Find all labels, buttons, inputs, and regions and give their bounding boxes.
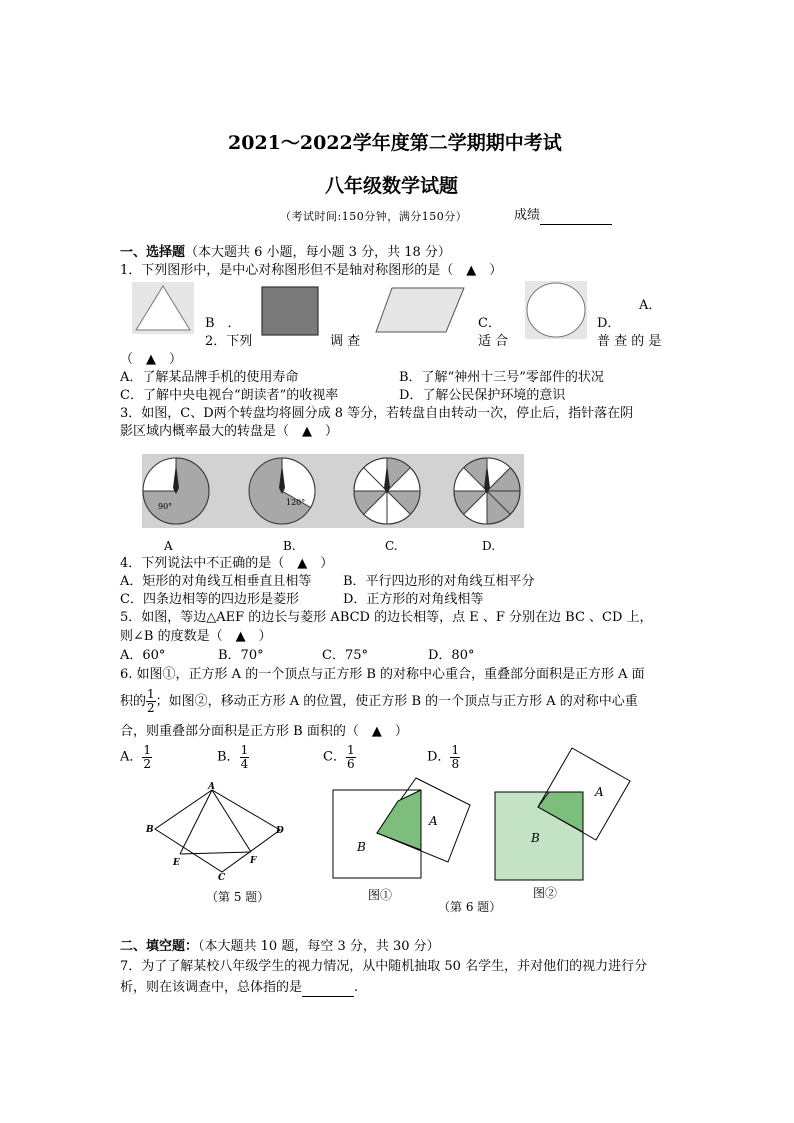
q6-option-c: C． $\frac{1}{6}$ — [323, 743, 355, 771]
fig2-caption: 图② — [533, 886, 558, 900]
q2-stem-part4: 普 查 的 是 — [597, 334, 662, 349]
section2-title: 二、填空题： — [120, 939, 199, 954]
q7-answer-blank — [302, 978, 354, 997]
q5-line1: 5．如图，等边△AEF 的边长与菱形 ABCD 的边长相等，点 E 、F 分别在边 BC 、CD 上， — [120, 610, 653, 625]
q2-option-b: B．了解“神州十三号”零部件的状况 — [399, 370, 604, 385]
q6-figure-2 — [492, 745, 637, 885]
q1-option-c-label: C． — [478, 316, 501, 331]
q6-option-a: A． $\frac{1}{2}$ — [120, 743, 152, 771]
score-blank — [540, 206, 612, 225]
spinner-a-label: A — [164, 539, 173, 553]
q2-option-d: D．了解公民保护环境的意识 — [399, 388, 566, 403]
fig1-caption: 图① — [368, 888, 393, 902]
q5-line2: 则∠B 的度数是（ ▲ ） — [120, 629, 272, 644]
q6-line2-pre: 积的 — [120, 694, 147, 709]
q2-stem-part2: 调 查 — [330, 334, 361, 349]
fig2-label-b: B — [531, 831, 540, 845]
q7-line1: 7．为了了解某校八年级学生的视力情况，从中随机抽取 50 名学生，并对他们的视力进行分 — [120, 959, 648, 974]
section1-title: 一、选择题 — [120, 245, 186, 260]
q4-option-c: C．四条边相等的四边形是菱形 — [120, 592, 299, 607]
q5-option-b: B．70° — [218, 648, 264, 663]
fig2-label-a: A — [595, 785, 604, 799]
q1-option-a-label: A． — [639, 298, 662, 313]
q5-option-c: C．75° — [322, 648, 368, 663]
q6-line2 — [120, 688, 638, 715]
q2-stem-part5: （ ▲ ） — [120, 352, 182, 367]
q7-line2: 析，则在该调查中，总体指的是 . — [120, 980, 359, 995]
q2-stem-part1: 2．下列 — [205, 334, 253, 349]
q6-half-den: 2 — [147, 701, 155, 715]
q1-circle-figure — [525, 281, 587, 339]
exam-title: 2021～2022学年度第二学期期中考试 — [228, 132, 562, 154]
spinner-c — [354, 458, 420, 524]
q6-half-fraction — [146, 688, 156, 715]
q6-line3: 合，则重叠部分面积是正方形 B 面积的（ ▲ ） — [120, 724, 408, 739]
section2-desc: （本大题共 10 题，每空 3 分，共 30 分） — [198, 939, 440, 954]
rhombus-label-f: F — [250, 856, 257, 866]
spinner-b-angle: 120° — [286, 498, 306, 507]
rhombus-label-a: A — [208, 782, 215, 792]
q2-option-c: C．了解中央电视台“朗读者”的收视率 — [120, 388, 339, 403]
fig1-label-b: B — [357, 840, 366, 854]
q3-spinners-figure — [142, 454, 524, 528]
spinner-b — [249, 458, 315, 524]
exam-time-note: （考试时间:150分钟，满分150分） — [280, 210, 468, 223]
q4-stem: 4．下列说法中不正确的是（ ▲ ） — [120, 556, 334, 571]
q3-line1: 3．如图，C、D两个转盘均将圆分成 8 等分，若转盘自由转动一次，停止后，指针落在阴 — [120, 406, 634, 421]
exam-subtitle: 八年级数学试题 — [325, 175, 459, 197]
q1-parallelogram-figure — [374, 286, 466, 334]
spinner-a-angle: 90° — [158, 502, 173, 511]
q2-stem-part3: 适 合 — [478, 334, 509, 349]
q6-line2-post: ；如图②，移动正方形 A 的位置，使正方形 B 的一个顶点与正方形 A 的对称中心重 — [155, 694, 638, 709]
spinner-b-label: B. — [283, 539, 296, 553]
q5-option-d: D．80° — [428, 648, 475, 663]
spinner-d — [454, 458, 520, 524]
rhombus-label-d: D — [276, 826, 284, 836]
q1-square-figure — [260, 285, 322, 337]
q1-option-d-label: D． — [597, 316, 621, 331]
section1-heading — [120, 244, 451, 262]
q6-option-d: D． $\frac{1}{8}$ — [427, 743, 460, 771]
rhombus-label-b: B — [146, 825, 154, 835]
fig1-label-a: A — [429, 814, 438, 828]
q1-option-b-label: B ． — [205, 316, 241, 331]
spinner-a — [143, 458, 209, 524]
q3-line2: 影区域内概率最大的转盘是（ ▲ ） — [120, 424, 338, 439]
score-label: 成绩 — [514, 208, 541, 223]
q6-half-num: 1 — [147, 687, 155, 701]
q5-rhombus-figure — [140, 780, 300, 880]
q6-figure-1 — [330, 775, 475, 885]
q4-option-a: A．矩形的对角线互相垂直且相等 — [120, 574, 312, 589]
q1-stem: 1．下列图形中，是中心对称图形但不是轴对称图形的是（ ▲ ） — [120, 263, 503, 278]
q6-line1: 6. 如图①，正方形 A 的一个顶点与正方形 B 的对称中心重合，重叠部分面积是正方形 A 面 — [120, 667, 645, 682]
q4-option-b: B．平行四边形的对角线互相平分 — [343, 574, 535, 589]
q6-caption: （第 6 题） — [438, 900, 502, 914]
q2-option-a: A．了解某品牌手机的使用寿命 — [120, 370, 299, 385]
q5-option-a: A．60° — [120, 648, 166, 663]
q1-triangle-figure — [132, 282, 194, 334]
rhombus-label-e: E — [173, 858, 180, 868]
spinner-d-label: D. — [482, 539, 496, 553]
section1-desc: （本大题共 6 小题，每小题 3 分，共 18 分） — [185, 245, 451, 260]
rhombus-label-c: C — [218, 873, 226, 880]
q5-caption: （第 5 题） — [206, 890, 270, 904]
spinner-c-label: C. — [385, 539, 398, 553]
q6-option-b: B． $\frac{1}{4}$ — [217, 743, 249, 771]
q7-line2-text: 析，则在该调查中，总体指的是 — [120, 980, 303, 995]
score-field — [514, 206, 612, 225]
section2-heading — [120, 938, 440, 956]
q4-option-d: D．正方形的对角线相等 — [343, 592, 484, 607]
